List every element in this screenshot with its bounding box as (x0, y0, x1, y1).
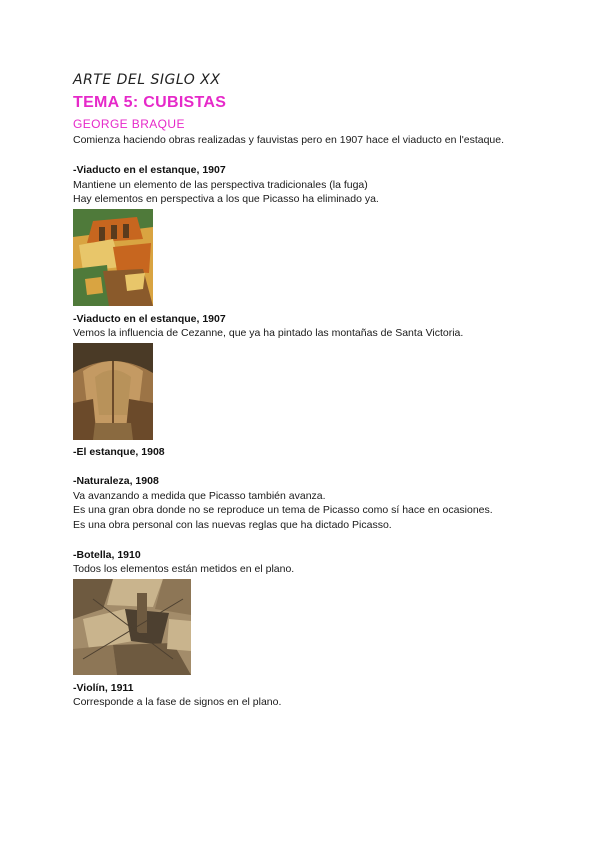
page-title: TEMA 5: CUBISTAS (73, 94, 227, 111)
work-description-line: Mantiene un elemento de las perspectiva tradicionales (la fuga) (73, 179, 368, 191)
work-description-line: Vemos la influencia de Cezanne, que ya ha pintado las montañas de Santa Victoria. (73, 327, 464, 339)
work-title: -Viaducto en el estanque, 1907 (73, 313, 226, 325)
work-title: -Naturaleza, 1908 (73, 475, 159, 487)
intro-paragraph: Comienza haciendo obras realizadas y fauvistas pero en 1907 hace el viaducto en l'estaque. (73, 134, 505, 146)
work-description-line: Es una gran obra donde no se reproduce un tema de Picasso como sí hace en ocasiones. (73, 504, 493, 516)
work-description-line: Hay elementos en perspectiva a los que Picasso ha eliminado ya. (73, 193, 379, 205)
work-title: -Violín, 1911 (73, 682, 134, 694)
course-subject: ARTE DEL SIGLO XX (73, 72, 221, 88)
viaduct-painting (73, 209, 153, 306)
work-description-line: Corresponde a la fase de signos en el plano. (73, 696, 282, 708)
work-description-line: Es una obra personal con las nuevas reglas que ha dictado Picasso. (73, 519, 392, 531)
work-title: -Botella, 1910 (73, 549, 141, 561)
work-title: -Viaducto en el estanque, 1907 (73, 164, 226, 176)
work-description-line: Todos los elementos están metidos en el plano. (73, 563, 295, 575)
estanque-painting (73, 343, 153, 440)
author-heading: GEORGE BRAQUE (73, 117, 185, 131)
work-title: -El estanque, 1908 (73, 446, 165, 458)
work-description-line: Va avanzando a medida que Picasso también avanza. (73, 490, 326, 502)
botella-painting (73, 579, 191, 675)
